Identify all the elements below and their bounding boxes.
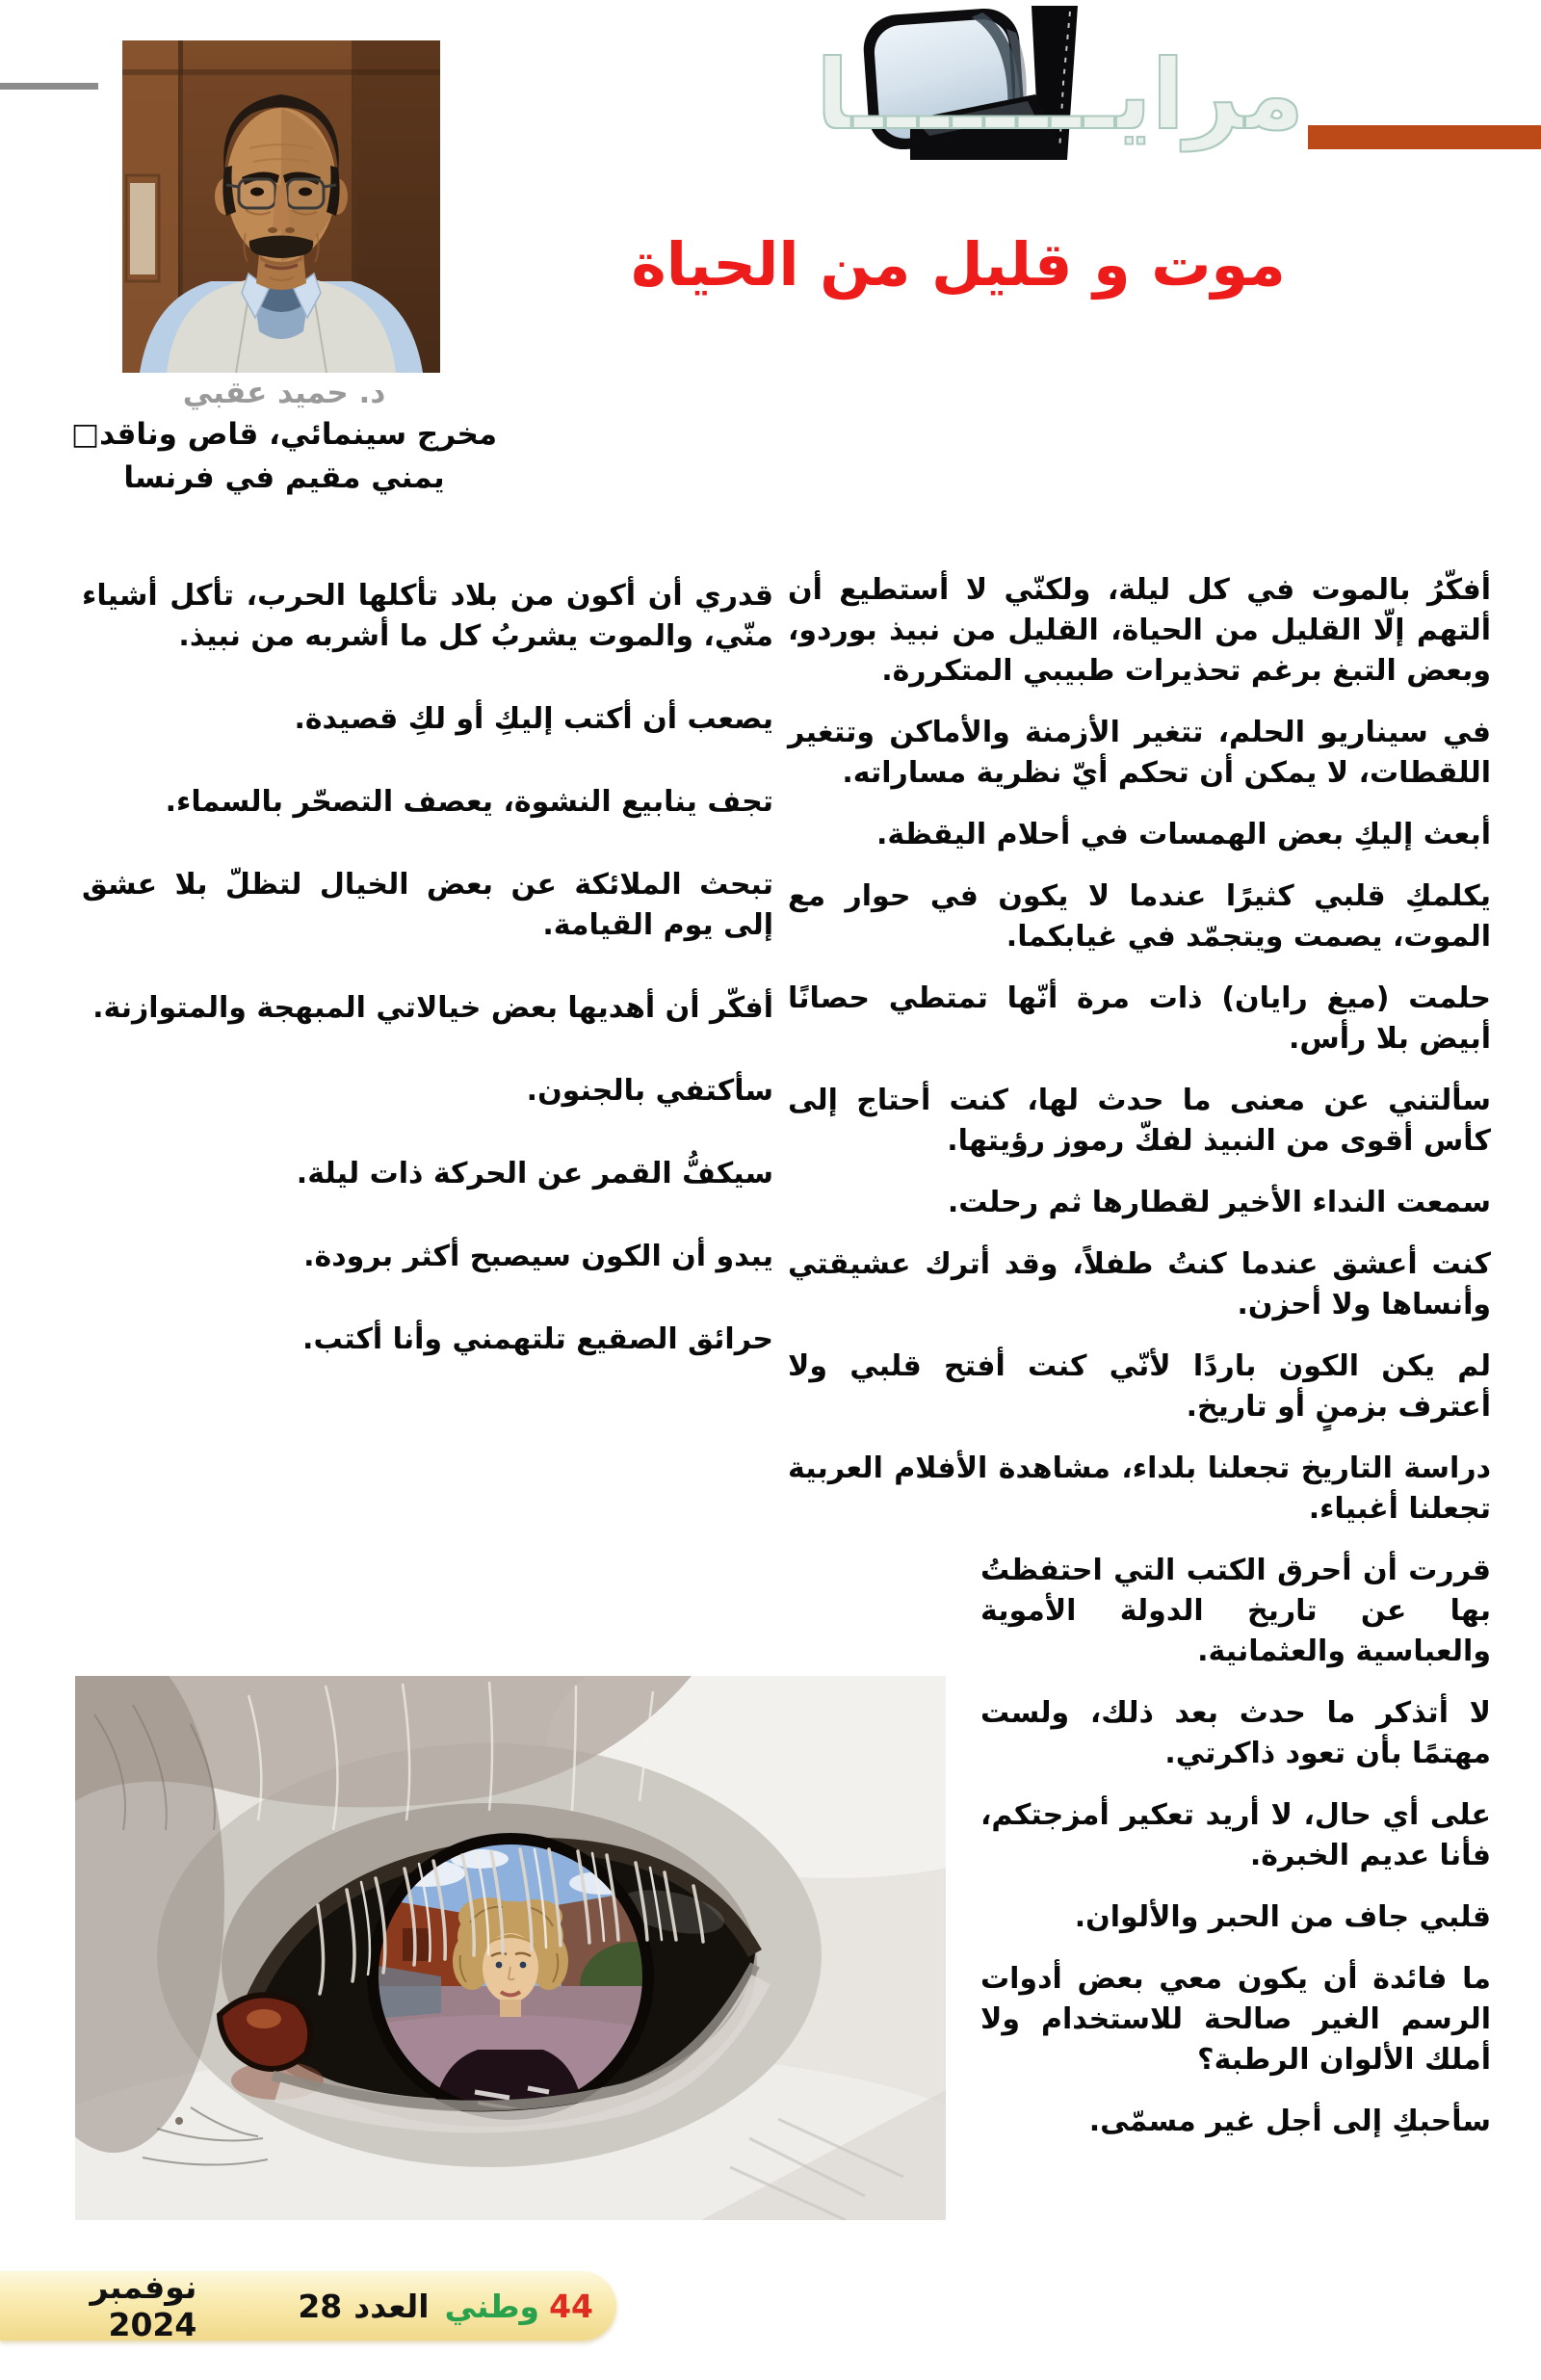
horse-eye-graphic	[75, 1676, 946, 2220]
author-residence: يمني مقيم في فرنسا	[123, 460, 445, 495]
article-paragraph: يكلمكِ قلبي كثيرًا عندما لا يكون في حوار مع الموت، يصمت ويتجمّد في غيابكما.	[788, 879, 1491, 954]
article-paragraph: يبدو أن الكون سيصبح أكثر برودة.	[303, 1240, 773, 1273]
section-title-mirrors: مرايــــــــا	[816, 39, 1304, 151]
article-paragraph: سألتني عن معنى ما حدث لها، كنت أحتاج إلى كأس أقوى من النبيذ لفكّ رموز رؤيتها.	[788, 1084, 1491, 1158]
article-paragraph: حرائق الصقيع تلتهمني وأنا أكتب.	[302, 1322, 773, 1356]
article-paragraph: سيكفُّ القمر عن الحركة ذات ليلة.	[296, 1157, 773, 1190]
author-photo	[122, 40, 440, 373]
author-role: مخرج سينمائي، قاص وناقد□	[70, 417, 498, 452]
article-paragraph: دراسة التاريخ تجعلنا بلداء، مشاهدة الأفلام العربية تجعلنا أغبياء.	[788, 1452, 1491, 1526]
article-paragraph: ما فائدة أن يكون معي بعض أدوات الرسم الغير صالحة للاستخدام ولا أملك الألوان الرطبة؟	[980, 1962, 1491, 2077]
article-paragraph: سأكتفي بالجنون.	[526, 1074, 773, 1108]
article-paragraph: قلبي جاف من الحبر والألوان.	[1074, 1900, 1491, 1934]
article-paragraph: لم يكن الكون باردًا لأنّي كنت أفتح قلبي ولا أعترف بزمنٍ أو تاريخ.	[788, 1349, 1491, 1424]
article-paragraph: كنت أعشق عندما كنتُ طفلاً، وقد أترك عشيقتي وأنساها ولا أحزن.	[788, 1247, 1491, 1321]
author-portrait-graphic	[122, 40, 440, 373]
issue-label: العدد	[353, 2287, 430, 2325]
header-orange-rule	[1308, 125, 1541, 149]
article-paragraph: قدري أن أكون من بلاد تأكلها الحرب، تأكل أشياء منّي، والموت يشربُ كل ما أشربه من نبيذ.	[82, 579, 773, 653]
magazine-name: وطني	[444, 2287, 540, 2325]
article-paragraph: سمعت النداء الأخير لقطارها ثم رحلت.	[947, 1186, 1491, 1219]
article-paragraph: تبحث الملائكة عن بعض الخيال لتظلّ بلا عشق إلى يوم القيامة.	[82, 868, 773, 942]
footer-bar	[0, 2268, 616, 2343]
article-paragraph: في سيناريو الحلم، تتغير الأزمنة والأماكن وتتغير اللقطات، لا يمكن أن تحكم أيّ نظرية مساراته.	[788, 716, 1491, 790]
article-left-column	[82, 576, 773, 1402]
article-paragraph: أفكّر أن أهديها بعض خيالاتي المبهجة والمتوازنة.	[92, 991, 773, 1025]
article-paragraph: تجف ينابيع النشوة، يعصف التصحّر بالسماء.	[165, 785, 773, 819]
header-left-rule	[0, 83, 98, 90]
horse-eye-image	[75, 1676, 946, 2220]
author-block	[67, 376, 501, 495]
article-paragraph: سأحبكِ إلى أجل غير مسمّى.	[1088, 2105, 1491, 2138]
page-number: 44	[549, 2287, 593, 2325]
article-paragraph: أبعث إليكِ بعض الهمسات في أحلام اليقظة.	[875, 818, 1491, 851]
article-paragraph: قررت أن أحرق الكتب التي احتفظتُ بها عن تاريخ الدولة الأموية والعباسية والعثمانية.	[980, 1554, 1491, 1668]
issue-number: 28	[298, 2287, 343, 2325]
article-paragraph: لا أتذكر ما حدث بعد ذلك، ولست مهتمًا بأن تعود ذاكرتي.	[980, 1696, 1491, 1770]
author-name: د. حميد عقبي	[182, 376, 386, 410]
issue-month-year: نوفمبر 2024	[90, 2268, 197, 2343]
article-paragraph: يصعب أن أكتب إليكِ أو لكِ قصيدة.	[294, 702, 773, 736]
article-title: موت و قليل من الحياة	[631, 229, 1286, 300]
article-paragraph: حلمت (ميغ رايان) ذات مرة أنّها تمتطي حصانًا أبيض بلا رأس.	[788, 981, 1491, 1056]
article-paragraph: أفكّرُ بالموت في كل ليلة، ولكنّي لا أستطيع أن ألتهم إلّا القليل من الحياة، القليل من نبيذ بوردو، وبعض التبغ برغم تحذيرات طبيبي المتكررة.	[788, 573, 1491, 688]
article-paragraph: على أي حال، لا أريد تعكير أمزجتكم، فأنا عديم الخبرة.	[980, 1798, 1491, 1872]
